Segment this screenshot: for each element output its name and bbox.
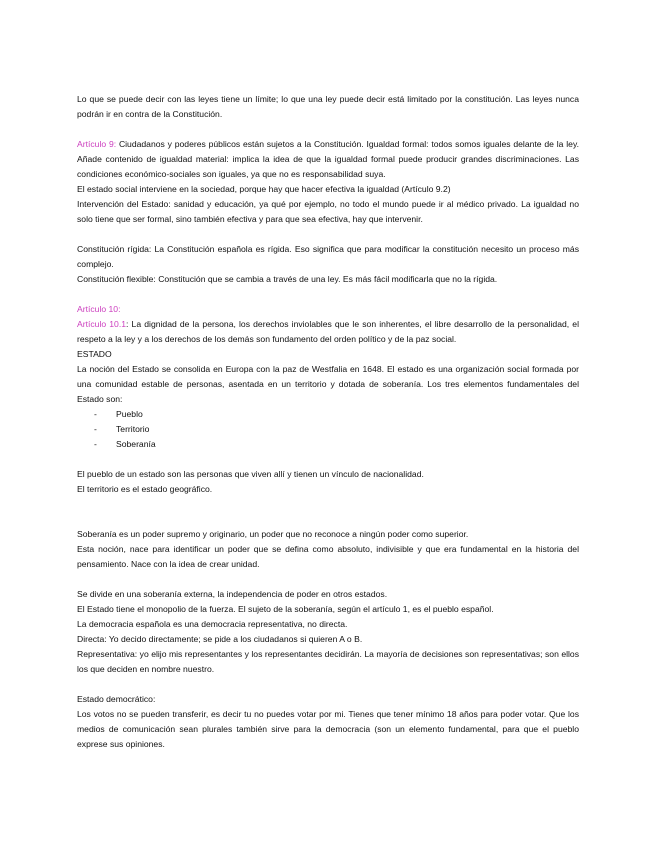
paragraph-intervencion: Intervención del Estado: sanidad y educación, ya qué por ejemplo, no todo el mundo puede ir al médico privado. La igualdad no solo tiene que ser formal, sino también efectiva y para que sea efectiva, hay que intervenir. [77, 199, 579, 224]
document-body [77, 92, 579, 752]
paragraph-constitucion-rigida: Constitución rígida: La Constitución española es rígida. Eso significa que para modificar la constitución necesito un proceso más complejo. [77, 244, 579, 269]
paragraph-articulo-9 [77, 137, 579, 182]
estado-democratico-heading: Estado democrático: [77, 694, 156, 704]
paragraph-monopolio: El Estado tiene el monopolio de la fuerza. El sujeto de la soberanía, según el artículo 1, es el pueblo español. [77, 604, 494, 614]
spacer [77, 122, 579, 137]
spacer [77, 677, 579, 692]
paragraph-directa: Directa: Yo decido directamente; se pide a los ciudadanos si quieren A o B. [77, 634, 363, 644]
paragraph-articulo-10-1 [77, 317, 579, 347]
list-item-soberania: - Soberanía [77, 437, 579, 452]
paragraph-democracia-espanola: La democracia española es una democracia representativa, no directa. [77, 619, 348, 629]
articulo-10-heading: Artículo 10: [77, 304, 121, 314]
spacer [77, 227, 579, 242]
paragraph-soberania: Soberanía es un poder supremo y originario, un poder que no reconoce a ningún poder como superior. [77, 529, 469, 539]
paragraph-estado-social: El estado social interviene en la sociedad, porque hay que hacer efectiva la igualdad (Artículo 9.2) [77, 184, 451, 194]
list-item-territorio: - Territorio [77, 422, 579, 437]
paragraph-territorio: El territorio es el estado geográfico. [77, 484, 213, 494]
paragraph-leyes: Lo que se puede decir con las leyes tiene un límite; lo que una ley puede decir está limitado por la constitución. Las leyes nunca podrán ir en contra de la Constitución. [77, 94, 579, 119]
articulo-9-label: Artículo 9: [77, 139, 117, 149]
paragraph-divide: Se divide en una soberanía externa, la independencia de poder en otros estados. [77, 589, 388, 599]
paragraph-pueblo: El pueblo de un estado son las personas que viven allí y tienen un vínculo de nacionalidad. [77, 469, 424, 479]
paragraph-nocion: Esta noción, nace para identificar un poder que se defina como absoluto, indivisible y que era fundamental en la historia del pensamiento. Nace con la idea de crear unidad. [77, 544, 579, 569]
spacer [77, 572, 579, 587]
spacer [77, 452, 579, 467]
paragraph-estado: La noción del Estado se consolida en Europa con la paz de Westfalia en 1648. El estado es una organización social formada por una comunidad estable de personas, asentada en un territorio y dotada de soberanía. Los tres elementos fundamentales del Estado son: [77, 364, 579, 404]
paragraph-representativa: Representativa: yo elijo mis representantes y los representantes decidirán. La mayoría de decisiones son representativas; son ellos los que deciden en nombre nuestro. [77, 649, 579, 674]
paragraph-votos: Los votos no se pueden transferir, es decir tu no puedes votar por mi. Tienes que tener mínimo 18 años para poder votar. Que los medios de comunicación sean plurales también sirve para la democracia (son un elemento fundamental, para que el pueblo exprese sus opiniones. [77, 709, 579, 749]
articulo-9-text: Ciudadanos y poderes públicos están sujetos a la Constitución. Igualdad formal: todos somos iguales delante de la ley. Añade contenido de igualdad material: implica la idea de que la igualdad formal puede producir grandes discriminaciones. Las condiciones económico-sociales son iguales, ya que no es responsabilidad suya. [77, 139, 579, 179]
spacer [77, 497, 579, 527]
spacer [77, 287, 579, 302]
paragraph-constitucion-flexible: Constitución flexible: Constitución que se cambia a través de una ley. Es más fácil modificarla que no la rígida. [77, 274, 498, 284]
list-item-pueblo: - Pueblo [77, 407, 579, 422]
estado-heading: ESTADO [77, 349, 112, 359]
elementos-list [77, 407, 579, 452]
articulo-10-1-text: : La dignidad de la persona, los derechos inviolables que le son inherentes, el libre desarrollo de la personalidad, el respeto a la ley y a los derechos de los demás son fundamento del orden político y de la paz social. [77, 319, 579, 344]
articulo-10-1-label: Artículo 10.1 [77, 319, 127, 329]
